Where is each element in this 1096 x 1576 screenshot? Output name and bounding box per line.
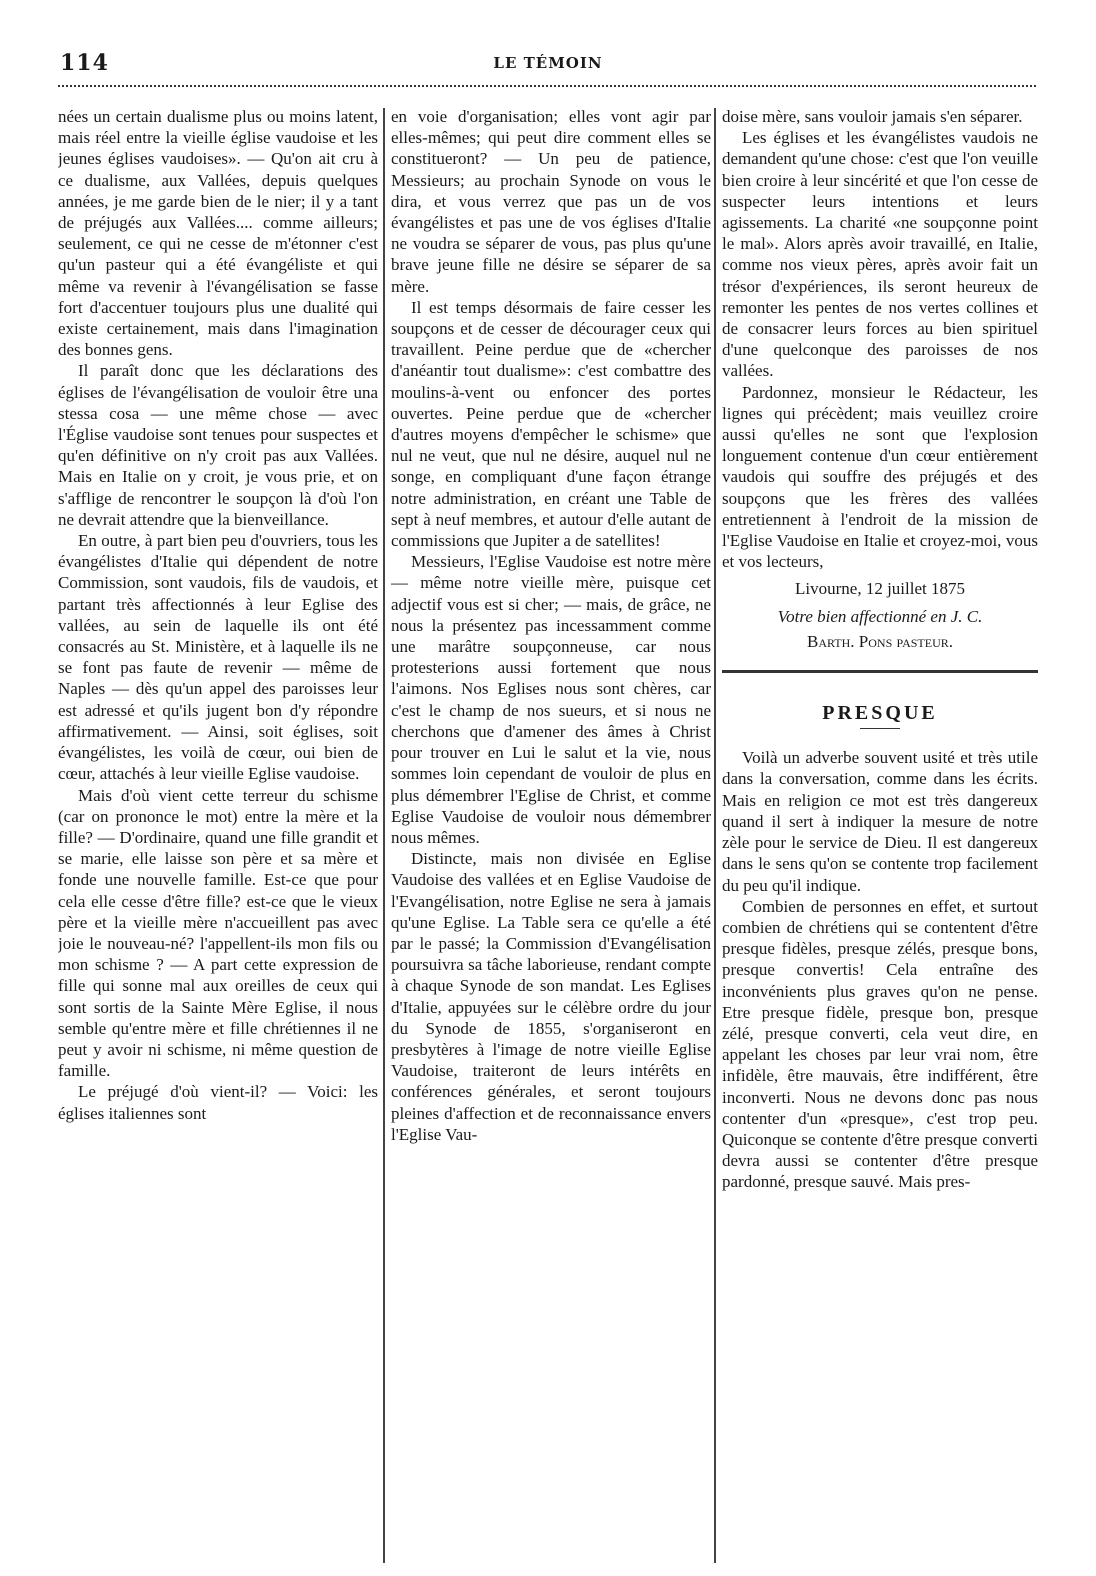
column-divider: [383, 108, 385, 1563]
section-title: PRESQUE: [822, 702, 938, 725]
paragraph: nées un certain dualisme plus ou moins latent, mais réel entre la vieille église vaudoise et les jeunes églises vaudoises». — Qu'on ait cru à ce dualisme, aux Vallées, depuis quelques années, je me garde bien de le nier; il y a tant de préjugés aux Vallées.... comme ailleurs; seulement, ce qui ne cesse de m'étonner c'est qu'un pasteur qui a été évangéliste et qui même va revenir à l'évangélisation se fasse fort d'accentuer toujours plus une dualité qui existe certainement, mais dans l'imagination des bonnes gens.: [58, 107, 378, 360]
paragraph: En outre, à part bien peu d'ouvriers, tous les évangélistes d'Italie qui dépendent de notre Commission, sont vaudois, fils de vaudois, et partant très affectionnés à leur Eglise des vallées, au sein de laquelle ils ont été consacrés au St. Ministère, et à laquelle ils ne se font pas faute de revenir — même de Naples — dès qu'un appel des paroisses leur est adressé et qu'ils jugent bon d'y répondre affirmativement. — Ainsi, soit églises, soit évangélistes, les voilà de cœur, oui bien de cœur, attachés à leur vieille Eglise vaudoise.: [58, 531, 378, 784]
paragraph: Combien de personnes en effet, et surtout combien de chrétiens qui se contentent d'être presque fidèles, presque zélés, presque bons, presque convertis! Cela entraîne des inconvénients plus graves qu'on ne pense. Etre presque fidèle, presque bon, presque zélé, presque converti, cela veut dire, en appelant les choses par leur vrai nom, être infidèle, être mauvais, être indifférent, être inconverti. Nous ne devons donc pas nous contenter d'un «presque», c'est trop peu. Quiconque se contente d'être presque converti devra aussi se contenter d'être presque pardonné, presque sauvé. Mais pres-: [722, 896, 1038, 1192]
column-divider: [714, 108, 716, 1563]
paragraph: doise mère, sans vouloir jamais s'en séparer.: [722, 107, 1023, 126]
section-rule: [722, 670, 1038, 673]
column-2: [391, 106, 711, 1566]
paragraph: Distincte, mais non divisée en Eglise Vaudoise des vallées et en Eglise Vaudoise de l'Evangélisation, notre Eglise ne sera à jamais qu'une Eglise. La Table sera ce qu'elle a été par le passé; la Commission d'Evangélisation poursuivra sa tâche laborieuse, rendant compte à chaque Synode de son mandat. Les Eglises d'Italie, appuyées sur le célèbre ordre du jour du Synode de 1855, s'organiseront en presbytères à l'image de notre vieille Eglise Vaudoise, traiteront de leurs intérêts en conférences générales, et seront toujours pleines d'affection et de reconnaissance envers l'Eglise Vau-: [391, 849, 711, 1144]
signoff-name: Barth. Pons pasteur.: [807, 631, 953, 651]
paragraph: Le préjugé d'où vient-il? — Voici: les églises italiennes sont: [58, 1082, 378, 1123]
paragraph: Mais d'où vient cette terreur du schisme (car on prononce le mot) entre la mère et la fille? — D'ordinaire, quand une fille grandit et se marie, elle laisse son père et sa mère et fonde une nouvelle famille. Est-ce que pour cela elle cesse d'être fille? est-ce que le vieux père et la vieille mère n'accueillent pas avec joie le nouveau-né? l'appellent-ils mon fils ou mon schisme ? — A part cette expression de fille qui sonne mal aux oreilles de ceux qui sont sortis de la Sainte Mère Eglise, il nous semble qu'entre mère et fille chrétiennes il ne peut y avoir ni schisme, ni même question de famille.: [58, 785, 378, 1081]
running-title: LE TÉMOIN: [493, 54, 603, 72]
signoff-closing: Votre bien affectionné en J. C.: [777, 606, 983, 626]
paragraph: Les églises et les évangélistes vaudois ne demandent qu'une chose: c'est que l'on veuille bien croire à leur sincérité et que l'on cesse de suspecter leurs intentions et leurs agissements. La charité «ne soupçonne point le mal». Alors après avoir travaillé, en Italie, comme nos vieux pères, après avoir fait un trésor d'expériences, ils seront heureux de remonter les pentes de nos vertes collines et de consacrer leurs forces au bien spirituel d'une quelconque des paroisses de nos vallées.: [722, 128, 1038, 381]
signoff-place-date: Livourne, 12 juillet 1875: [795, 579, 965, 599]
paragraph: Messieurs, l'Eglise Vaudoise est notre mère — même notre vieille mère, puisque cet adjectif vous est si cher; — mais, de grâce, ne nous la présentez pas incessamment comme une marâtre soupçonneuse, car nous protesterions aussi fortement que nous l'aimons. Nos Eglises nous sont chères, car c'est le champ de nos sueurs, et si nous ne cherchons que d'amener des âmes à Christ pour trouver en Lui le salut et la vie, nous sommes loin cependant de vouloir de plus en plus démembrer l'Eglise de Christ, et comme Eglise Vaudoise de vouloir nous démembrer nous mêmes.: [391, 552, 711, 847]
paragraph: Il paraît donc que les déclarations des églises de l'évangélisation de vouloir être una stessa cosa — une même chose — avec l'Église vaudoise sont tenues pour suspectes et qu'en définitive on n'y croit pas aux Vallées. Mais en Italie on y croit, je vous prie, et on s'afflige de rencontrer le soupçon là d'où l'on ne devrait attendre que la bienveillance.: [58, 361, 378, 529]
paragraph: Pardonnez, monsieur le Rédacteur, les lignes qui précèdent; mais veuillez croire aussi qu'elles ne sont que l'explosion longuement contenue d'un cœur entièrement vaudois qui souffre des préjugés et des soupçons que les frères des vallées entretiennent à l'endroit de la mission de l'Eglise Vaudoise en Italie et croyez-moi, vous et vos lecteurs,: [722, 382, 1038, 572]
page-number: 114: [60, 50, 109, 76]
header-rule: [58, 85, 1036, 87]
paragraph: en voie d'organisation; elles vont agir par elles-mêmes; qui peut dire comment elles se constitueront? — Un peu de patience, Messieurs; au prochain Synode on vous le dira, et vous verrez que pas un de vos évangélistes et pas une de vos églises d'Italie ne voudra se séparer de vous, pas plus qu'une brave jeune fille ne désire se séparer de sa mère.: [391, 107, 711, 296]
title-dash: [860, 728, 900, 729]
paragraph: Il est temps désormais de faire cesser les soupçons et de cesser de décourager ceux qui travaillent. Peine perdue que de «chercher d'anéantir tout dualisme»: c'est combattre des moulins-à-vent ou enfoncer des portes ouvertes. Peine perdue que de «chercher d'autres moyens d'empêcher le schisme» que nul ne veut, que nul ne désire, auquel nul ne songe, en compliquant d'une façon étrange notre administration, en créant une Table de sept à neuf membres, et autour d'elle autant de commissions que Jupiter a de satellites!: [391, 297, 711, 551]
column-1: [58, 106, 378, 1566]
column-3: [722, 106, 1038, 1566]
paragraph: Voilà un adverbe souvent usité et très utile dans la conversation, comme dans les écrits. Mais en religion ce mot est très dangereux quand il sert à indiquer la mesure de notre zèle pour le service de Dieu. Il est dangereux dans le sens qu'on se contente trop facilement du peu qu'il indique.: [722, 748, 1038, 895]
